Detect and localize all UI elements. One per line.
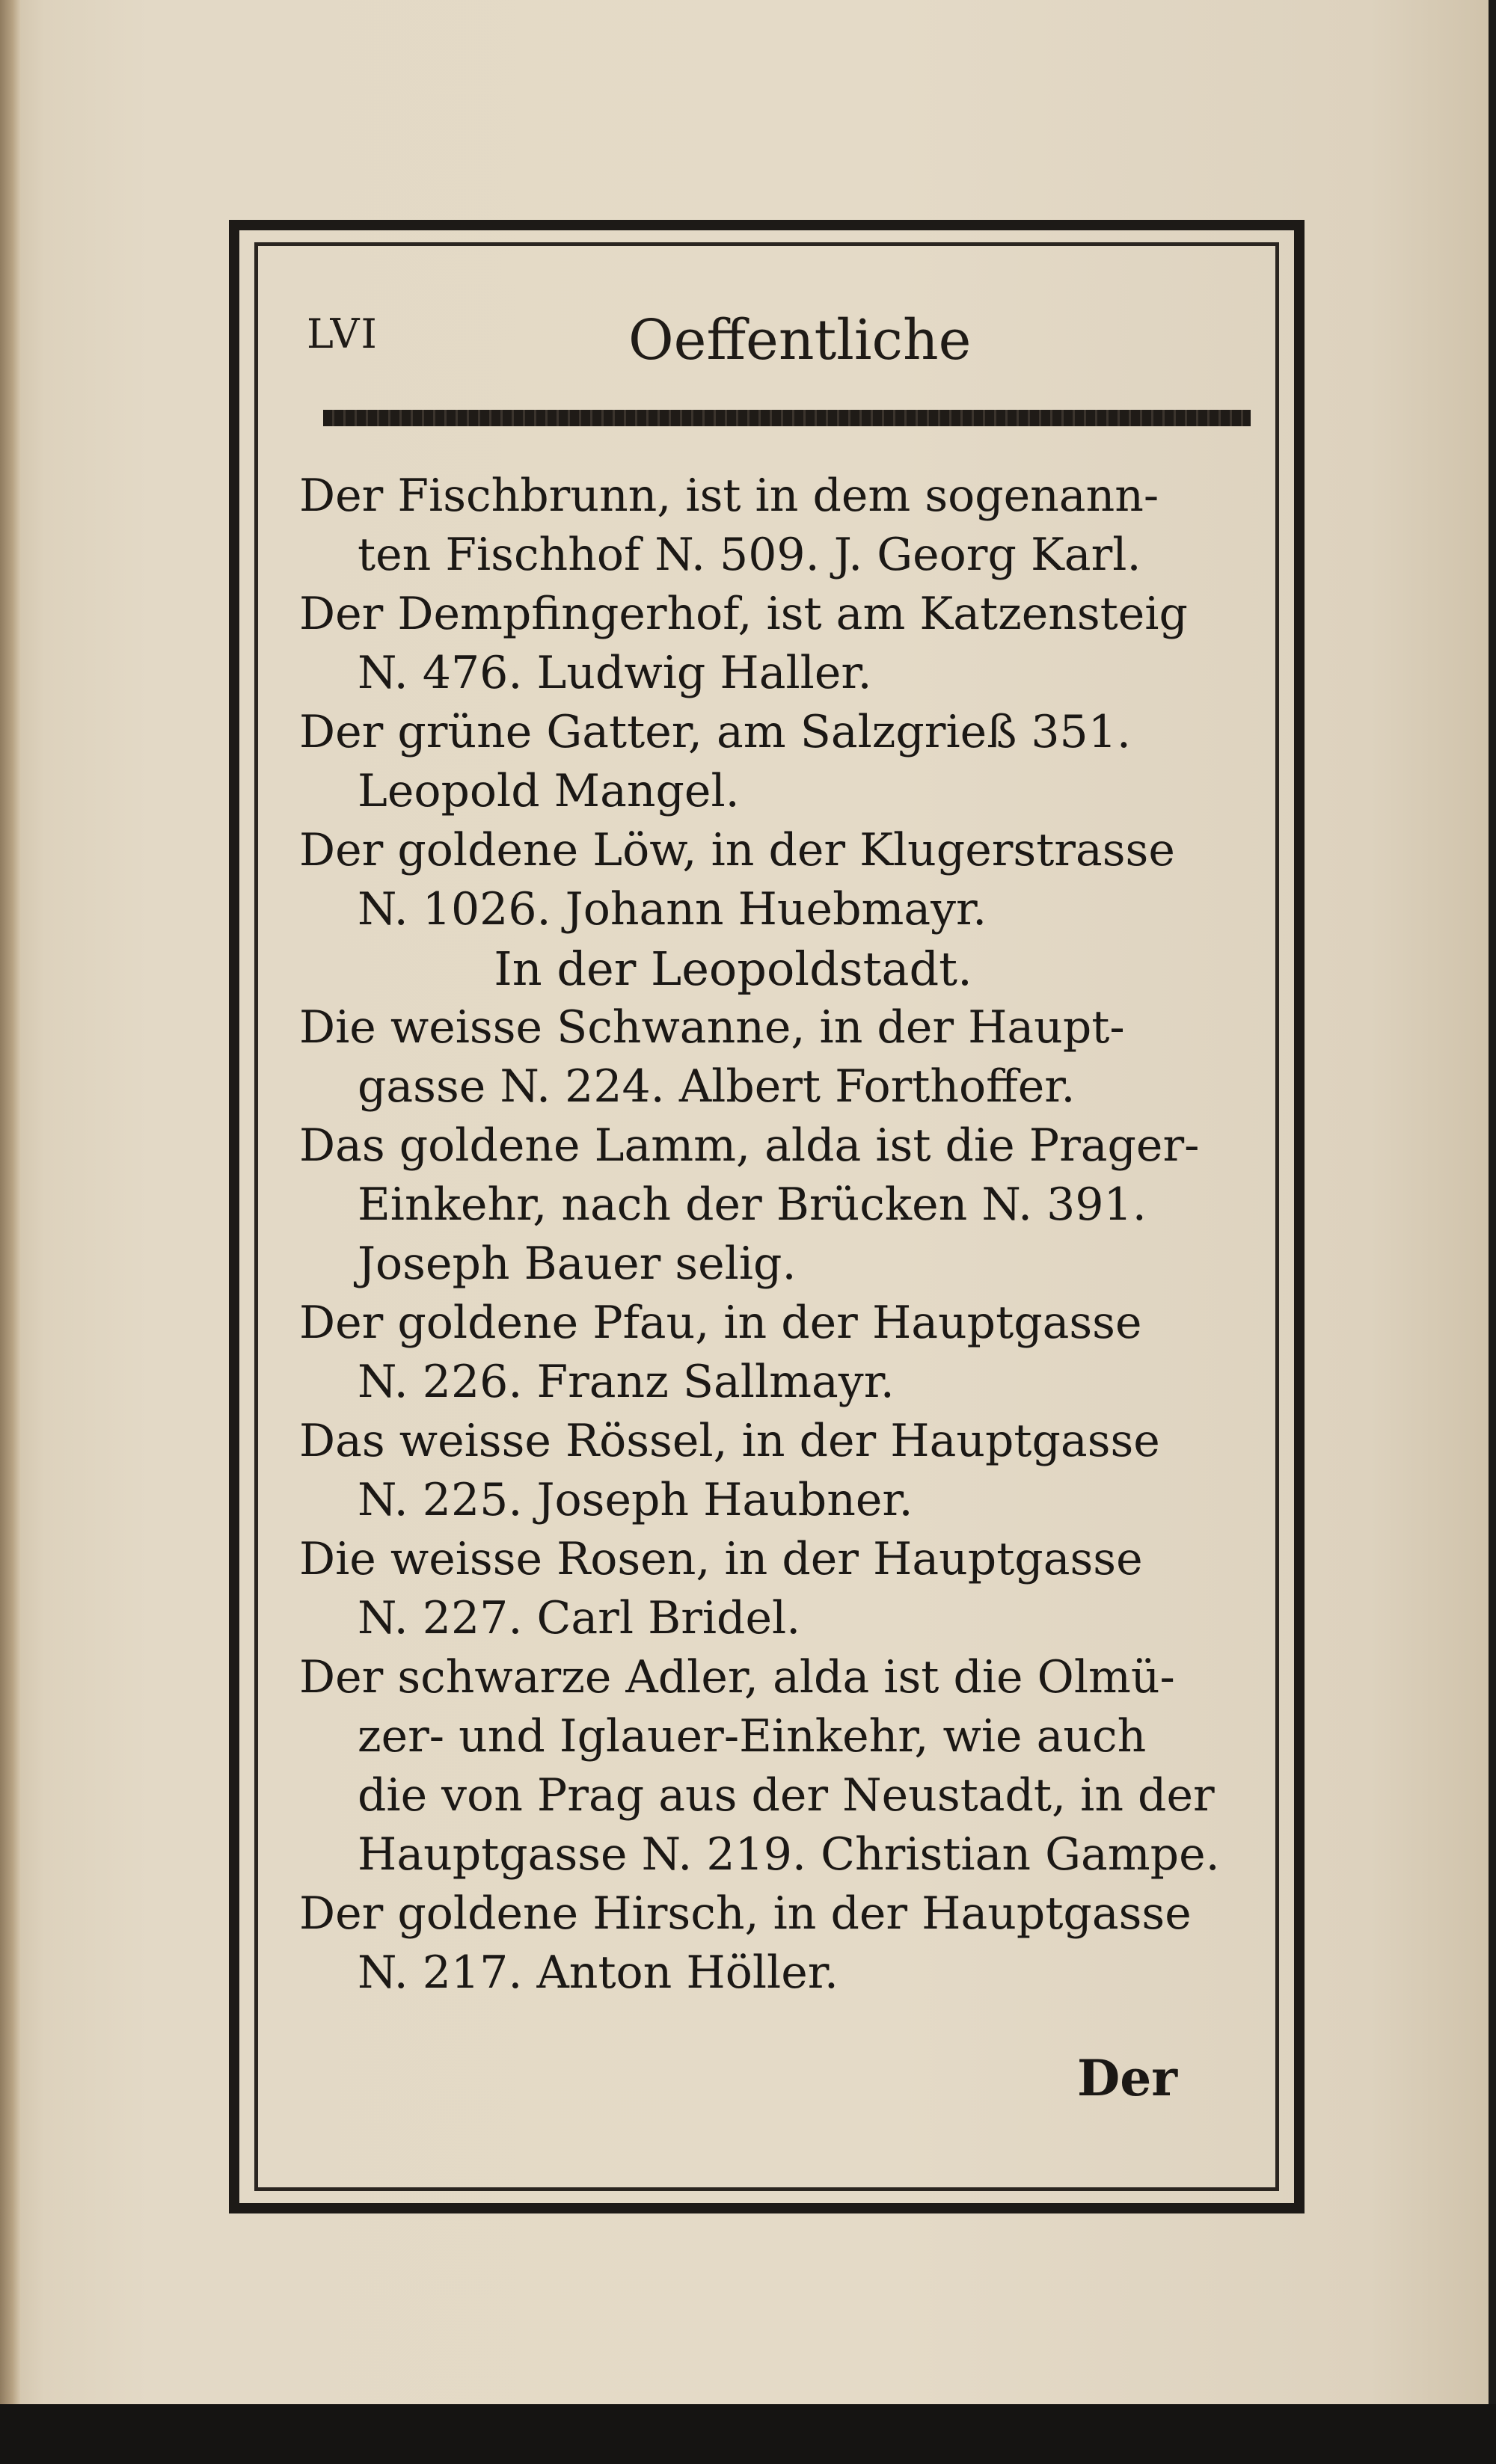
- entry-line: Der grüne Gatter, am Salzgrieß 351.: [299, 706, 1131, 758]
- list-item: [299, 1648, 1264, 1884]
- catchword: Der: [1077, 2049, 1177, 2107]
- entry-line: N. 1026. Johann Huebmayr.: [358, 883, 987, 935]
- entry-line: zer- und Iglauer-Einkehr, wie auch: [358, 1710, 1147, 1763]
- entry-line: gasse N. 224. Albert Forthoffer.: [358, 1060, 1076, 1113]
- list-item: [299, 1294, 1264, 1412]
- entry-line: Das weisse Rössel, in der Hauptgasse: [299, 1415, 1160, 1467]
- entry-line: Der schwarze Adler, alda ist die Olmü-: [299, 1651, 1175, 1703]
- entry-line: N. 225. Joseph Haubner.: [358, 1474, 913, 1526]
- entry-line: N. 227. Carl Bridel.: [358, 1592, 801, 1644]
- entry-line: N. 476. Ludwig Haller.: [358, 647, 872, 699]
- list-item: [299, 585, 1264, 703]
- entry-line: Der goldene Hirsch, in der Hauptgasse: [299, 1887, 1192, 1940]
- entry-line: Einkehr, nach der Brücken N. 391.: [358, 1179, 1147, 1231]
- section-heading-item: [299, 939, 1264, 998]
- entry-line: Der Fischbrunn, ist in dem sogenann-: [299, 470, 1159, 522]
- entry-line: ten Fischhof N. 509. J. Georg Karl.: [358, 529, 1141, 581]
- list-item: [299, 998, 1264, 1116]
- entry-line: Die weisse Schwanne, in der Haupt-: [299, 1001, 1125, 1054]
- section-heading: In der Leopoldstadt.: [494, 941, 972, 996]
- page-binding-edge: [0, 0, 21, 2404]
- entry-line: Hauptgasse N. 219. Christian Gampe.: [358, 1828, 1220, 1881]
- entry-line: Der goldene Pfau, in der Hauptgasse: [299, 1297, 1142, 1349]
- list-item: [299, 1530, 1264, 1648]
- entry-line: Die weisse Rosen, in der Hauptgasse: [299, 1533, 1143, 1585]
- page-number: LVI: [307, 310, 378, 357]
- entry-line: Der Dempfingerhof, ist am Katzensteig: [299, 588, 1188, 640]
- entry-line: Der goldene Löw, in der Klugerstrasse: [299, 824, 1175, 876]
- entry-line: Das goldene Lamm, alda ist die Prager-: [299, 1119, 1200, 1172]
- inn-list: [299, 467, 1264, 2003]
- list-item: [299, 467, 1264, 585]
- entry-line: Joseph Bauer selig.: [358, 1238, 797, 1290]
- list-item: [299, 821, 1264, 939]
- entry-line: N. 217. Anton Höller.: [358, 1947, 839, 1999]
- list-item: [299, 1116, 1264, 1294]
- list-item: [299, 1884, 1264, 2003]
- entry-line: N. 226. Franz Sallmayr.: [358, 1356, 895, 1408]
- head-rule-divider: [323, 410, 1251, 426]
- list-item: [299, 703, 1264, 821]
- list-item: [299, 1412, 1264, 1530]
- background-surface: [0, 2404, 1496, 2464]
- entry-line: die von Prag aus der Neustadt, in der: [358, 1769, 1215, 1822]
- running-head: Oeffentliche: [628, 308, 972, 372]
- entry-line: Leopold Mangel.: [358, 765, 740, 817]
